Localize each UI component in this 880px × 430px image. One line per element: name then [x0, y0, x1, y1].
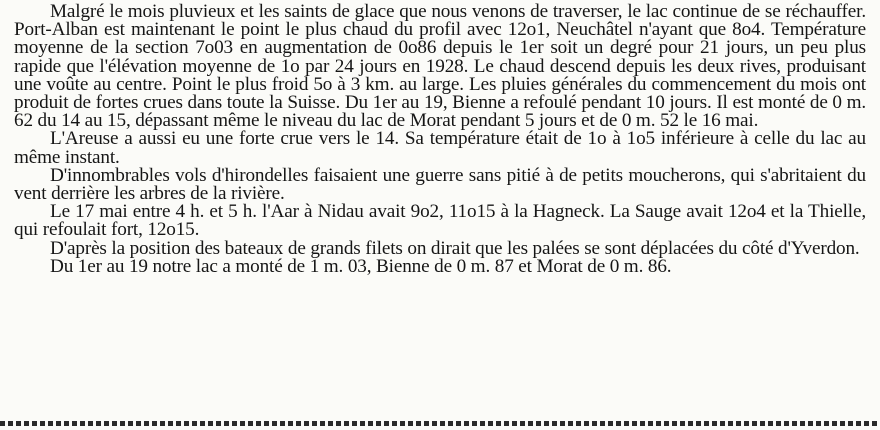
paragraph-lake-temperature: Malgré le mois pluvieux et les saints de glace que nous venons de traverser, le lac continue de se réchauffer. Port-Alban est maintenant le point le plus chaud du profil avec 12o1, Neuchâtel n'ayant que 8o4. Température moyenne de la section 7o03 en augmentation de 0o86 depuis le 1er soit un degré pour 21 jours, un peu plus rapide que l'élévation moyenne de 1o par 24 jours en 1928. Le chaud descend depuis les deux rives, produisant une voûte au centre. Point le plus froid 5o à 3 km. au large. Les pluies générales du commencement du mois ont produit de fortes crues dans toute la Suisse. Du 1er au 19, Bienne a refoulé pendant 10 jours. Il est monté de 0 m. 62 du 14 au 15, dépassant même le niveau du lac de Morat pendant 5 jours et de 0 m. 52 le 16 mai.	[14, 1, 866, 132]
document-body	[14, 3, 866, 276]
paragraph-areuse-flood: L'Areuse a aussi eu une forte crue vers le 14. Sa température était de 1o à 1o5 inférieure à celle du lac au même instant.	[14, 128, 866, 168]
paragraph-swallows: D'innombrables vols d'hirondelles faisaient une guerre sans pitié à de petits moucherons, qui s'abritaient du vent derrière les arbres de la rivière.	[14, 164, 866, 205]
dashed-divider	[0, 421, 880, 426]
paragraph-lake-levels: Du 1er au 19 notre lac a monté de 1 m. 03, Bienne de 0 m. 87 et Morat de 0 m. 86.	[50, 255, 672, 277]
paragraph-river-temperatures: Le 17 mai entre 4 h. et 5 h. l'Aar à Nidau avait 9o2, 11o15 à la Hagneck. La Sauge avait 12o4 et la Thielle, qui refoulait fort, 12o15.	[14, 201, 866, 241]
paragraph-fishing-nets: D'après la position des bateaux de grands filets on dirait que les palées se sont déplacées du côté d'Yverdon.	[50, 237, 860, 259]
